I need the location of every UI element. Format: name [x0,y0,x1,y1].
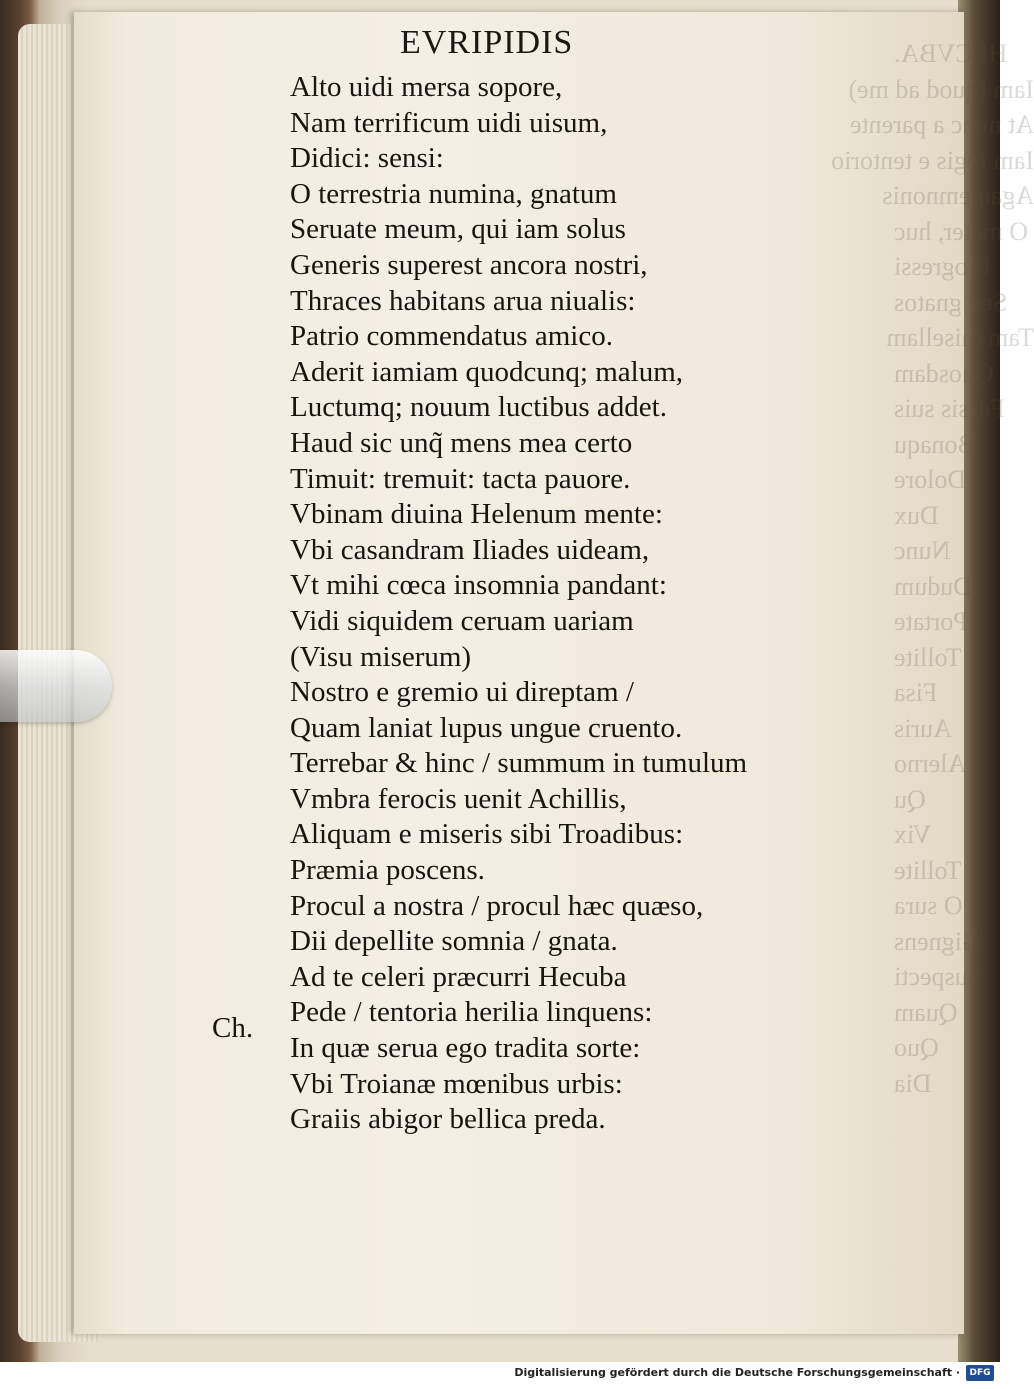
verse-line: Vidi siquidem ceruam uariam [290,604,634,637]
verse-line: Haud sic unq̃ mens mea certo [290,426,633,459]
show-through-text: HECVBA. Iam (quod ad me) At nunc a parente Iam regis e tentorio Agamemnonis O mater, huc Progressi Sed gnatos Tam misellam Quosdam Fessis suis Bonaqu Dolore Dux Nunc Dudum Portate Tollite Fisa Auris Alerno Qu Vix Tollite O sura Gignens Suspecti Quam Quo Dia [831,39,1034,1098]
verse-line: O terrestria numina, gnatum [290,177,617,210]
verse-line: Graiis abigor bellica preda. [290,1103,606,1136]
verse-line: Aderit iamiam quodcunq; malum, [290,355,684,388]
verse-line: Terrebar & hinc / summum in tumulum [290,747,748,780]
dfg-logo: DFG [966,1365,994,1381]
verse-line: Nostro e gremio ui direptam / [290,676,634,709]
verse-line: Quam laniat lupus ungue cruento. [290,711,683,744]
verse-line: Nam terrificum uidi uisum, [290,106,608,139]
verse-line: Didici: sensi: [290,142,444,175]
verse-line: Alto uidi mersa sopore, [290,71,563,103]
verse-line: Thraces habitans arua niualis: [290,284,636,317]
verse-line: (Visu miserum) [290,640,472,673]
verse-line: Aliquam e miseris sibi Troadibus: [290,818,684,851]
verse-line: Dii depellite somnia / gnata. [290,925,618,958]
footer-bar [0,1362,1000,1389]
verse-line: Luctumq; nouum luctibus addet. [290,391,667,424]
verse-line: Procul a nostra / procul hæc quæso, [290,889,704,922]
verse-line: Generis superest ancora nostri, [290,248,648,281]
verse-line: Patrio commendatus amico. [290,320,613,353]
running-head: EVRIPIDIS [400,24,574,61]
verse-line: Vbi casandram Iliades uideam, [290,533,650,566]
verse-line: Vbi Troianæ mœnibus urbis: [290,1067,623,1100]
speaker-label: Ch. [212,1012,254,1044]
verse-line: Timuit: tremuit: tacta pauore. [290,462,631,495]
verse-text [290,70,747,1138]
verse-line: Vt mihi cœca insomnia pandant: [290,569,667,602]
verse-line: Pede / tentoria herilia linquens: [290,996,653,1029]
funding-credit: Digitalisierung gefördert durch die Deutsche Forschungsgemeinschaft · [514,1366,960,1379]
verse-line: Præmia poscens. [290,854,485,887]
verse-line: In quæ serua ego tradita sorte: [290,1032,641,1065]
verse-line: Vbinam diuina Helenum mente: [290,498,663,531]
verse-line: Vmbra ferocis uenit Achillis, [290,782,627,815]
verse-line: Seruate meum, qui iam solus [290,213,626,246]
verse-line: Ad te celeri præcurri Hecuba [290,960,627,993]
page-clip [0,650,112,722]
